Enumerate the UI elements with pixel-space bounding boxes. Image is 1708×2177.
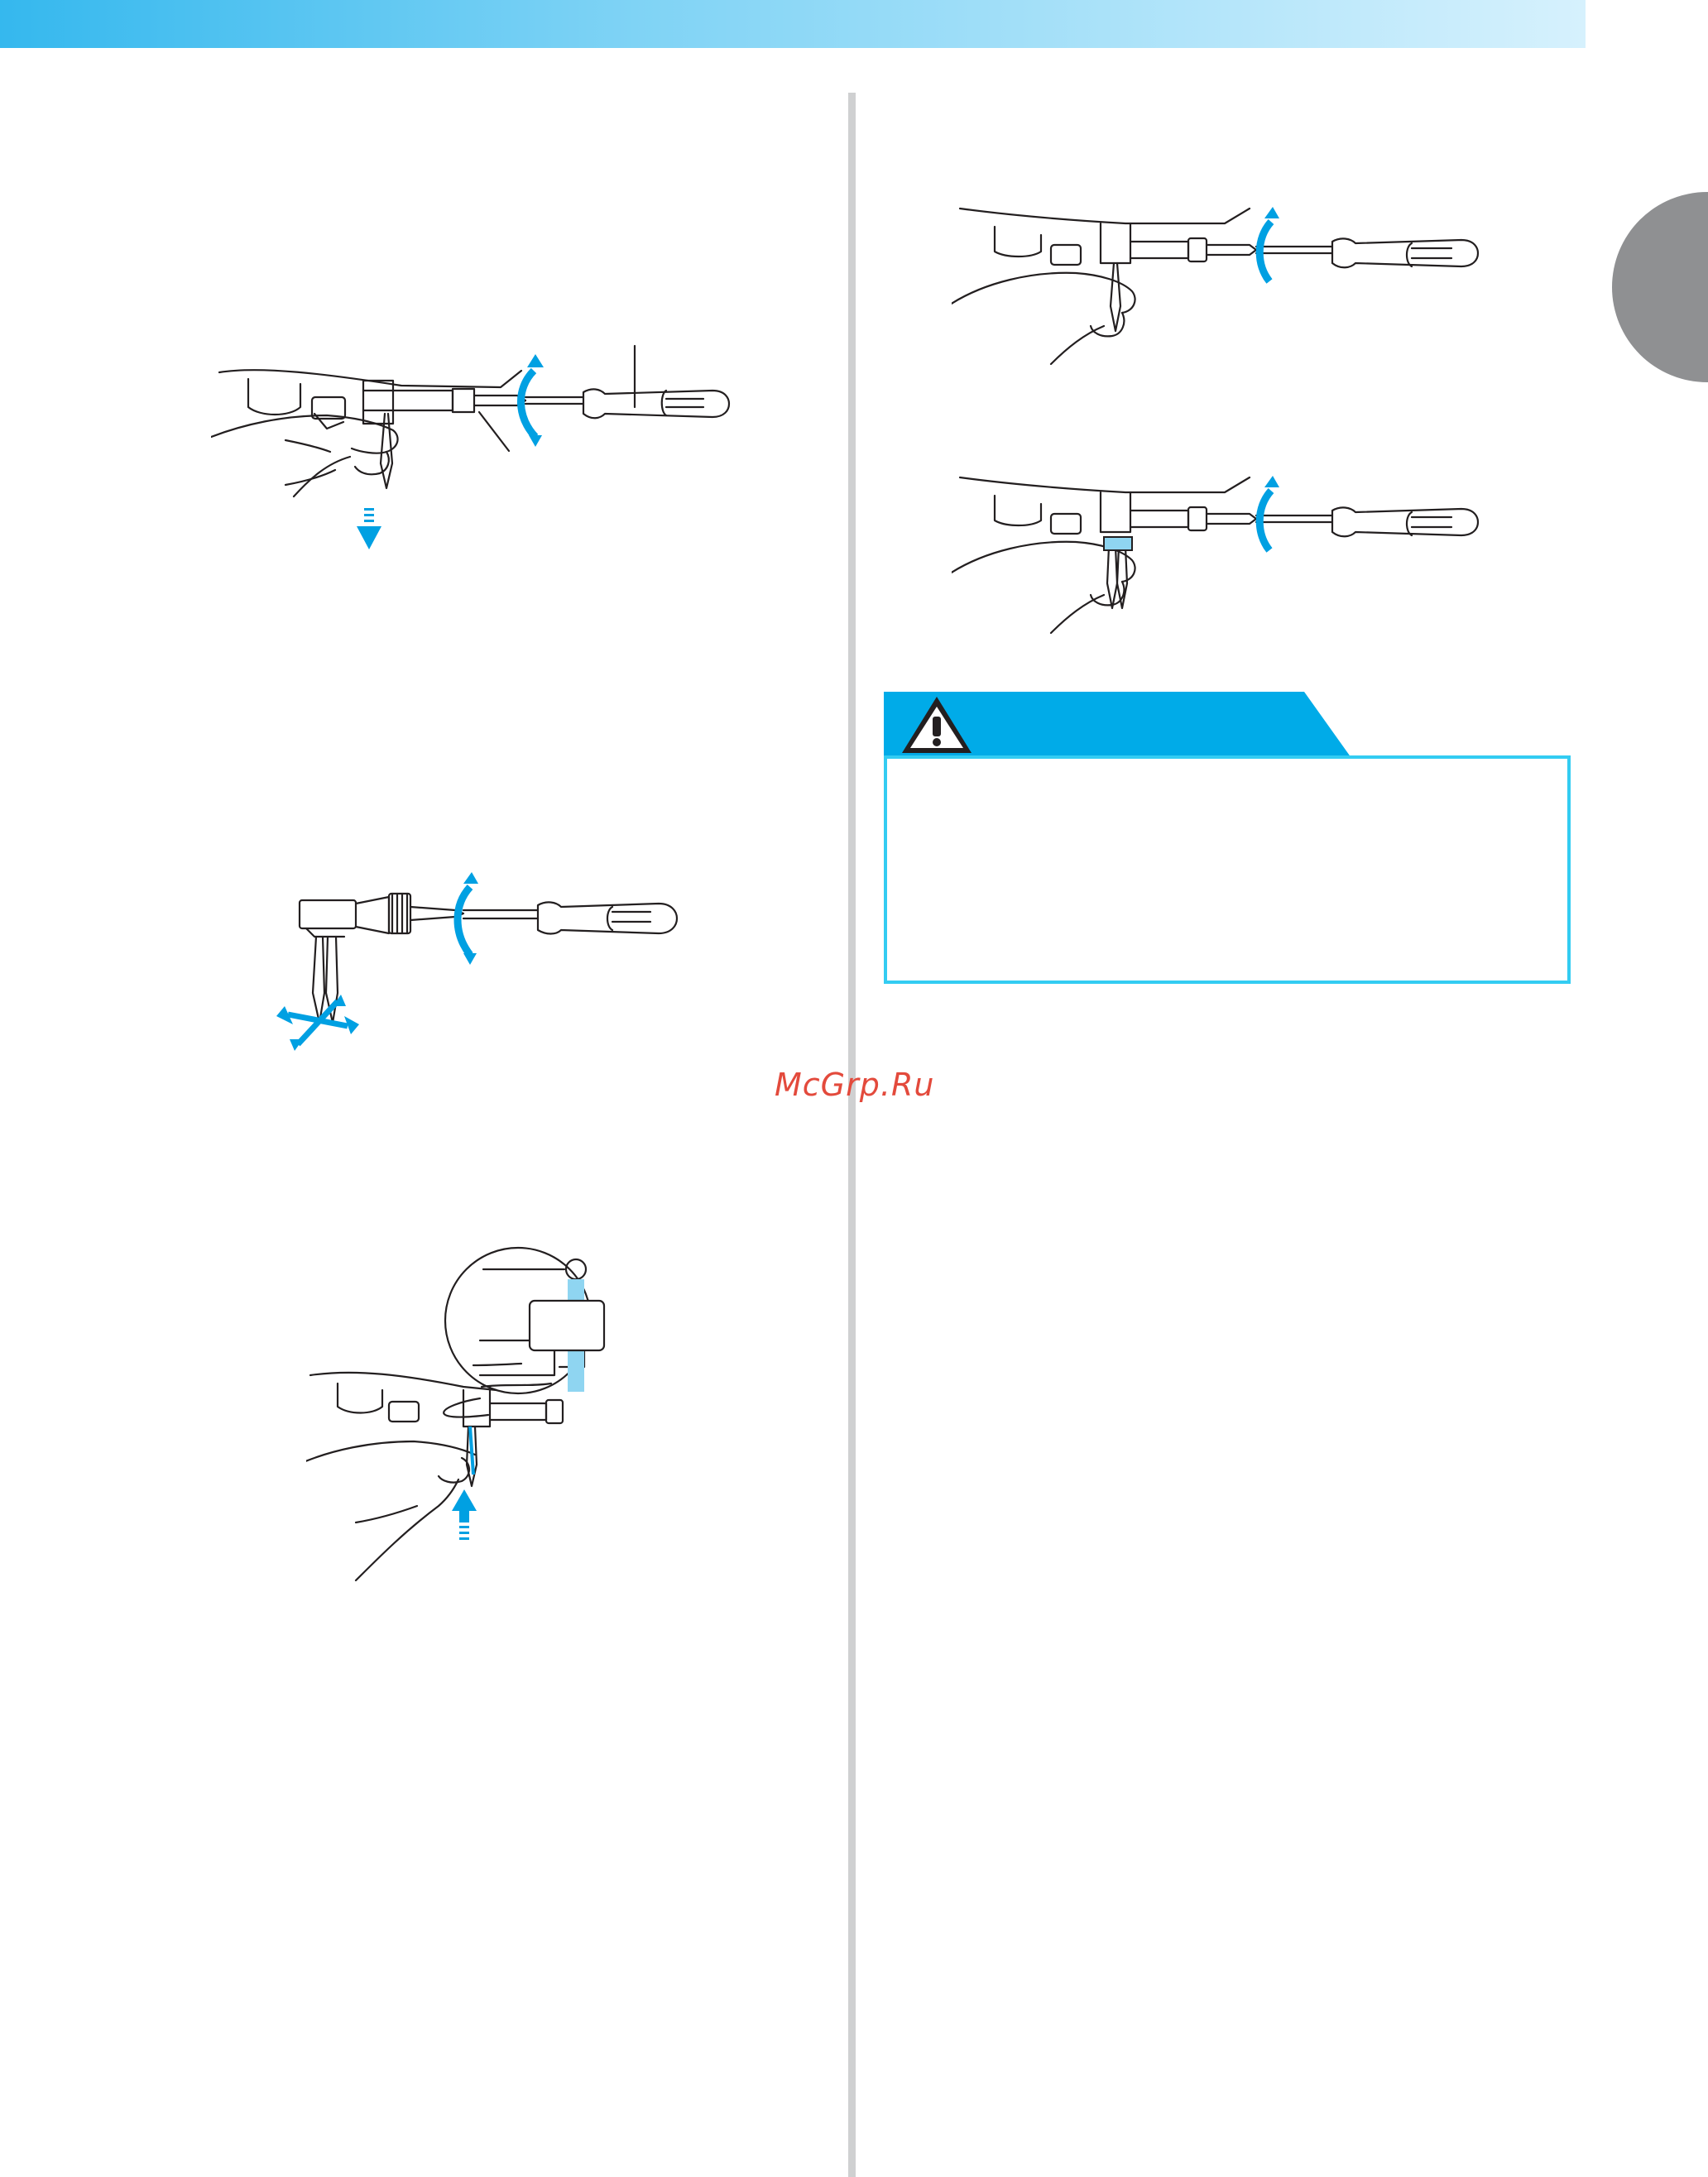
caution-box xyxy=(884,692,1569,985)
column-divider xyxy=(848,93,856,2177)
chapter-tab xyxy=(1612,192,1708,382)
warning-triangle-icon xyxy=(900,695,973,755)
figure-twin-needle xyxy=(265,869,695,1051)
watermark-text: McGrp.Ru xyxy=(775,1067,935,1103)
caution-frame xyxy=(884,755,1571,984)
caution-header xyxy=(884,692,1351,758)
figure-tighten-screw-2 xyxy=(952,468,1481,641)
header-band xyxy=(0,0,1586,48)
figure-tighten-screw-1 xyxy=(952,199,1481,372)
figure-insert-needle xyxy=(306,1241,654,1589)
figure-remove-needle xyxy=(211,331,757,563)
